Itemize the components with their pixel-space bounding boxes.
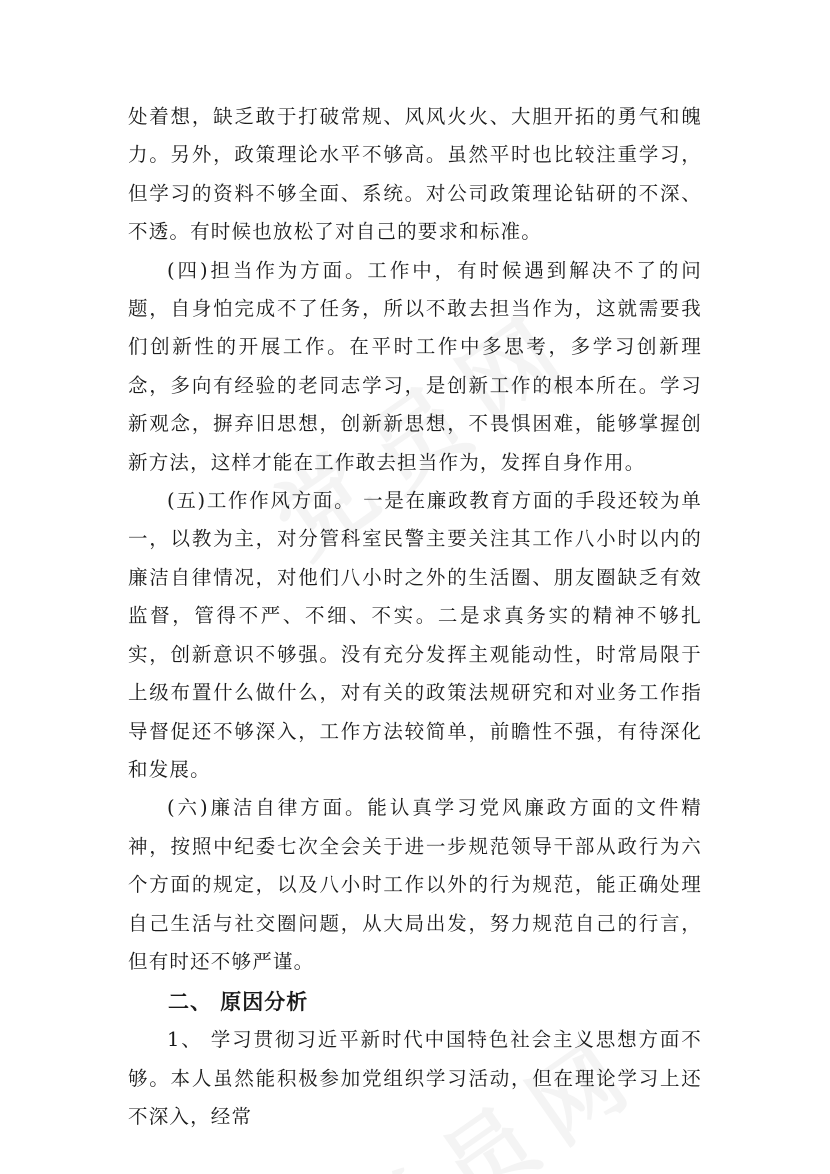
paragraph-cause-1: 1、 学习贯彻习近平新时代中国特色社会主义思想方面不够。本人虽然能积极参加党组织学习活动，但在理论学习上还不深入，经常 bbox=[128, 1028, 702, 1129]
section-heading: 二、 原因分析 bbox=[168, 990, 309, 1015]
document-body bbox=[128, 98, 702, 1137]
paragraph-integrity: (六)廉洁自律方面。能认真学习党风廉政方面的文件精神，按照中纪委七次全会关于进一步规范领导干部从政行为六个方面的规定，以及八小时工作以外的行为规范，能正确处理自己生活与社交圈问题，从大局出发，努力规范自己的行言，但有时还不够严谨。 bbox=[128, 796, 702, 973]
paragraph-work-style: (五)工作作风方面。 一是在廉政教育方面的手段还较为单一，以教为主，对分管科室民警主要关注其工作八小时以内的廉洁自律情况，对他们八小时之外的生活圈、朋友圈缺乏有效监督，管得不严、不细、不实。二是求真务实的精神不够扎实，创新意识不够强。没有充分发挥主观能动性，时常局限于上级布置什么做什么，对有关的政策法规研究和对业务工作指导督促还不够深入，工作方法较简单，前瞻性不强，有待深化和发展。 bbox=[128, 489, 702, 781]
paragraph-continuation: 处着想，缺乏敢于打破常规、风风火火、大胆开拓的勇气和魄力。另外，政策理论水平不够高。虽然平时也比较注重学习，但学习的资料不够全面、系统。对公司政策理论钻研的不深、不透。有时候也放松了对自己的要求和标准。 bbox=[128, 105, 702, 244]
paragraph-responsibility: (四)担当作为方面。工作中，有时候遇到解决不了的问题，自身怕完成不了任务，所以不敢去担当作为，这就需要我们创新性的开展工作。在平时工作中多思考，多学习创新理念，多向有经验的老同志学习，是创新工作的根本所在。学习新观念，摒弃旧思想，创新新思想，不畏惧困难，能够掌握创新方法，这样才能在工作敢去担当作为，发挥自身作用。 bbox=[128, 258, 702, 474]
